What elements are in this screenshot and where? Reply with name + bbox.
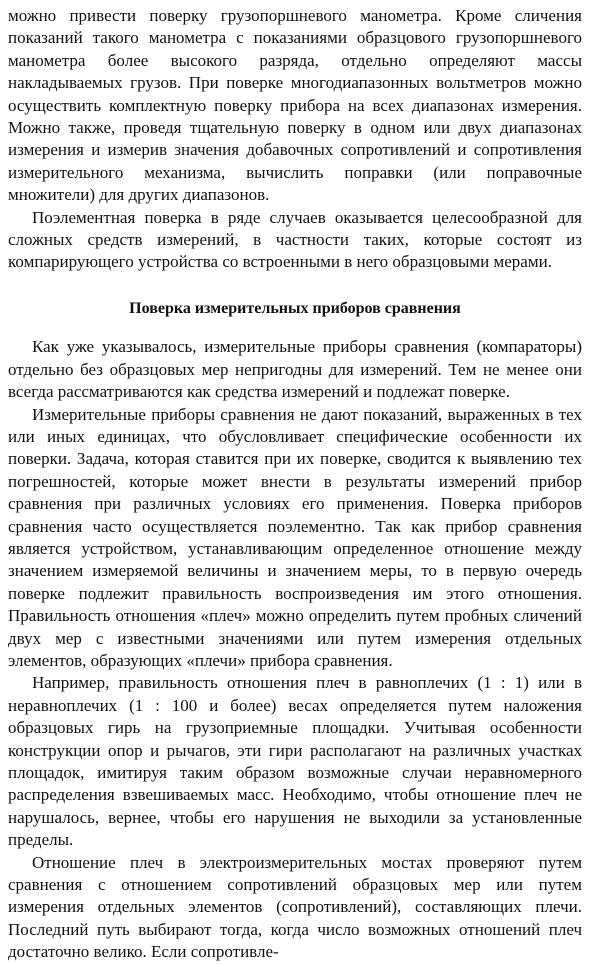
paragraph-comparators-intro: Как уже указывалось, измерительные приборы сравнения (компараторы) отдельно без образцовых мер непригодны для измерений. Тем не менее они всегда рассматриваются как средства измерений и подлежат поверке. (8, 337, 582, 402)
paragraph-comparators-verification: Измерительные приборы сравнения не дают показаний, выраженных в тех или иных единицах, что обусловливает специфические особенности их поверки. Задача, которая ставится при их поверке, сводится к выявлению тех погрешностей, которые может внести в результаты измерений прибор сравнения при различных условиях его применения. Поверка приборов сравнения часто осуществляется поэлементно. Так как прибор сравнения является устройством, устанавливающим определенное отношение между значением измеряемой величины и значением меры, то в первую очередь поверке подлежит правильность воспроизведения им этого отношения. Правильность отношения «плеч» можно определить путем пробных сличений двух мер с известными значениями или путем измерения отдельных элементов, образующих «плечи» прибора сравнения. (8, 404, 582, 670)
paragraph-pressure-gauge: можно привести поверку грузопоршневого манометра. Кроме сличения показаний такого манометра с показаниями образцового грузопоршневого манометра более высокого разряда, отдельно определяют массы накладываемых грузов. При поверке многодиапазонных вольтметров можно осуществить комплектную поверку прибора на всех диапазонах измерения. Можно также, проведя тщательную поверку в одном или двух диапазонах измерения и измерив значения добавочных сопротивлений и сопротивления измерительного механизма, вычислить поправки (или поправочные множители) для других диапазонов. (8, 6, 582, 205)
paragraph-element-verification: Поэлементная поверка в ряде случаев оказывается целесообразной для сложных средств измерений, в частности таких, которые состоят из компарирующего устройства со встроенными в него образцовыми мерами. (8, 207, 582, 272)
paragraph-bridges: Отношение плеч в электроизмерительных мостах проверяют путем сравнения с отношением сопротивлений образцовых мер или путем измерения отдельных элементов (сопротивлений), составляющих плечи. Последний путь выбирают тогда, когда число возможных отношений плеч достаточно велико. Если сопротивле- (8, 852, 582, 962)
paragraph-scales-example: Например, правильность отношения плеч в равноплечих (1 : 1) или в неравноплечих (1 : 100 и более) весах определяется путем наложения образцовых гирь на грузоприемные площадки. Учитывая особенности конструкции опор и рычагов, эти гири располагают на различных участках площадок, имитируя таким образом возможные случаи неравномерного распределения взвешиваемых масс. Необходимо, чтобы отношение плеч не нарушалось, вернее, чтобы его нарушения не выходили за установленные пределы. (8, 673, 582, 850)
section-heading: Поверка измерительных приборов сравнения (129, 299, 461, 317)
